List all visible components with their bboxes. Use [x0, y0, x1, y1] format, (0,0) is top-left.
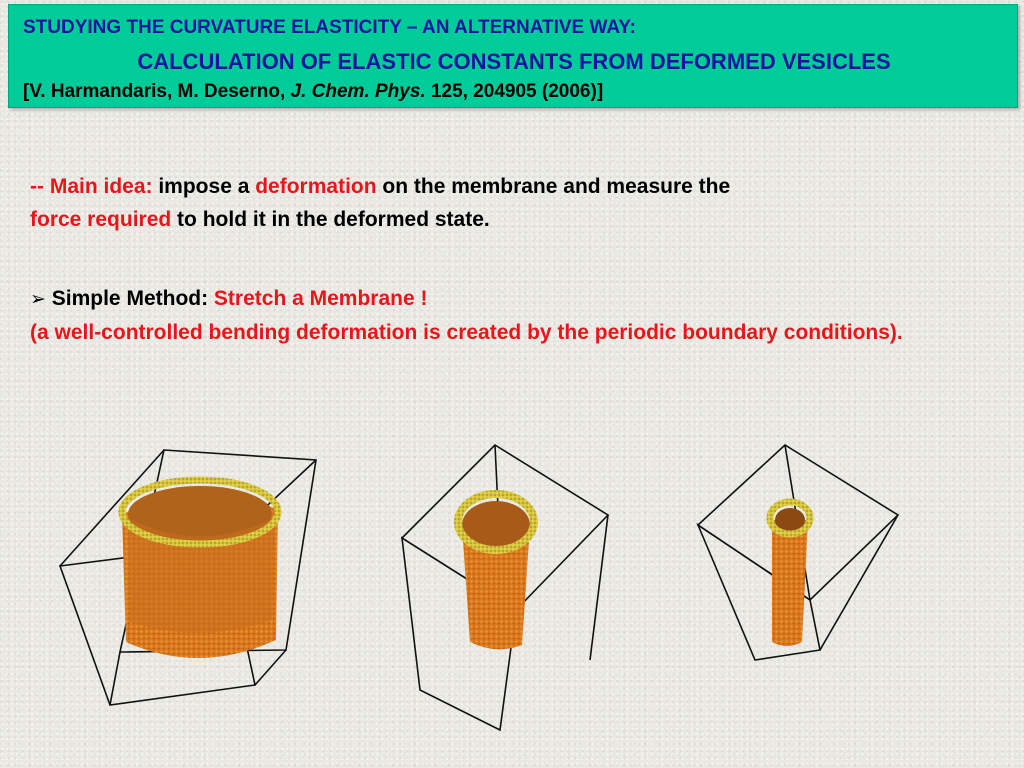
wide-membrane-cylinder	[122, 480, 278, 658]
main-idea-text-1: impose a	[152, 175, 256, 198]
main-idea-deformation: deformation	[255, 175, 377, 198]
main-idea-lead: -- Main idea:	[30, 175, 153, 198]
main-idea-text-2: on the membrane and measure the	[376, 175, 731, 198]
title-banner	[8, 4, 1018, 108]
main-idea-paragraph	[30, 170, 990, 236]
membrane-figure	[30, 430, 990, 750]
citation-volume: 125, 204905 (2006)]	[425, 81, 604, 102]
membrane-simulation-image	[30, 430, 990, 750]
method-explanation: (a well-controlled bending deformation is created by the periodic boundary conditions).	[30, 321, 903, 344]
title-line-1: STUDYING THE CURVATURE ELASTICITY – AN ALTERNATIVE WAY:	[23, 17, 636, 38]
citation-journal: J. Chem. Phys.	[290, 81, 426, 102]
arrow-bullet-icon: ➢	[30, 289, 46, 310]
method-paragraph	[30, 282, 990, 349]
title-line-2: CALCULATION OF ELASTIC CONSTANTS FROM DEFORMED VESICLES	[137, 49, 891, 74]
medium-membrane-tube	[458, 494, 534, 649]
main-idea-text-3: to hold it in the deformed state.	[171, 208, 490, 231]
citation	[23, 81, 603, 103]
method-label: Simple Method:	[45, 287, 214, 310]
method-stretch: Stretch a Membrane !	[213, 287, 428, 310]
main-idea-force: force required	[30, 208, 172, 231]
citation-authors: [V. Harmandaris, M. Deserno,	[23, 81, 291, 102]
thin-membrane-tube	[770, 502, 810, 646]
